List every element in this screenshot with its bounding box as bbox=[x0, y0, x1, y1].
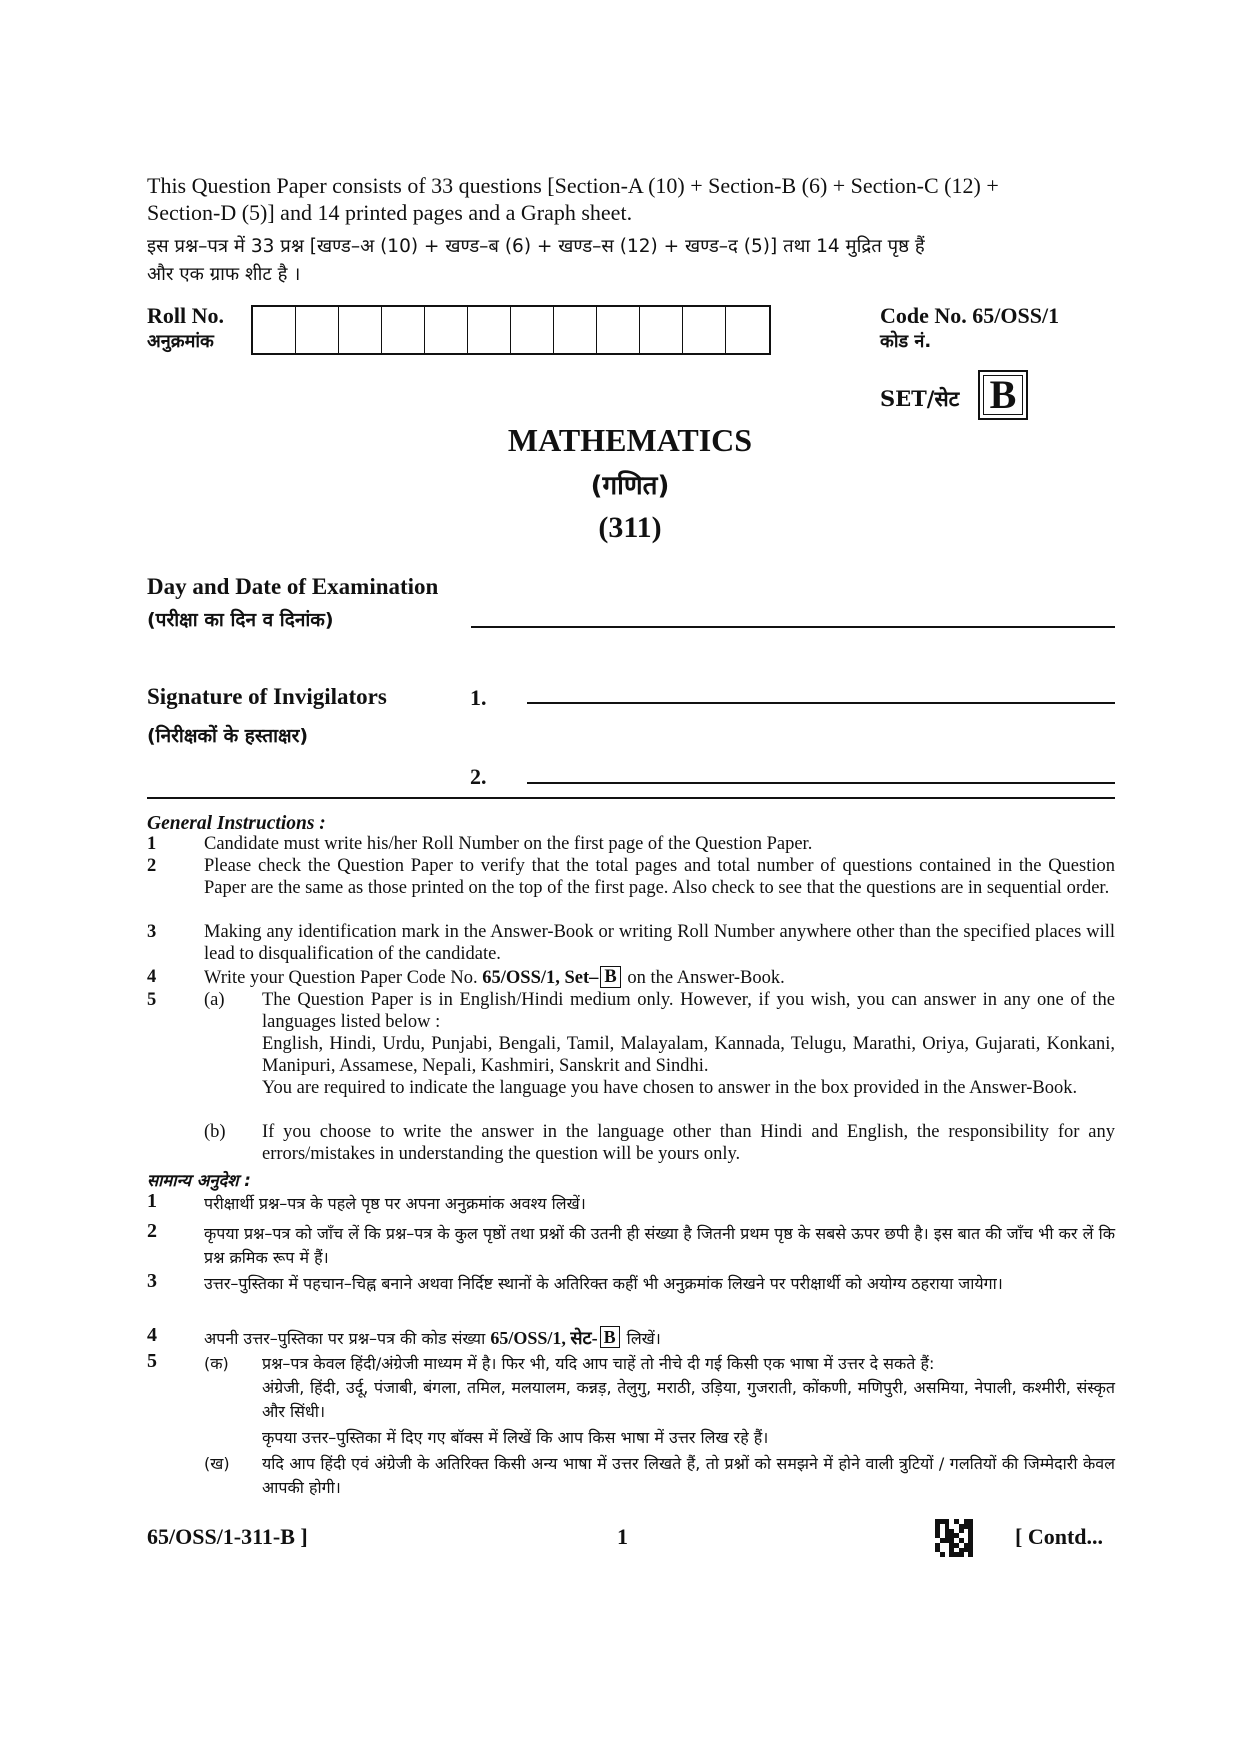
roll-label: Roll No. bbox=[147, 303, 224, 328]
roll-number-box[interactable] bbox=[554, 307, 597, 353]
invigilator-label: Signature of Invigilators bbox=[147, 684, 387, 709]
gi-text-2: Please check the Question Paper to verify that the total pages and total number of questions contained in the Question Paper are the same as those printed on the top of the first page. Also check to see that the questions are in sequential order. bbox=[204, 856, 1115, 898]
roll-number-box[interactable] bbox=[511, 307, 554, 353]
footer-code: 65/OSS/1-311-B ] bbox=[147, 1524, 308, 1549]
subject-code: (311) bbox=[598, 511, 662, 544]
gi-5a-text2: You are required to indicate the language you have chosen to answer in the box provided in the Answer-Book. bbox=[262, 1078, 1078, 1098]
gi-5b-text: If you choose to write the answer in the language other than Hindi and English, the responsibility for any errors/mistakes in understanding the question will be yours only. bbox=[262, 1122, 1115, 1164]
code-label: Code No. 65/OSS/1 bbox=[880, 303, 1060, 328]
exam-date-field[interactable] bbox=[471, 626, 1115, 628]
hi-5a-text2: कृपया उत्तर–पुस्तिका में दिए गए बॉक्स में लिखें कि आप किस भाषा में उत्तर लिख रहे हैं। bbox=[262, 1428, 769, 1447]
hindi-instructions-heading: सामान्य अनुदेश : bbox=[147, 1171, 251, 1190]
roll-number-box[interactable] bbox=[468, 307, 511, 353]
exam-date-label: Day and Date of Examination bbox=[147, 574, 439, 599]
roll-number-box[interactable] bbox=[425, 307, 468, 353]
hi-num-3: 3 bbox=[147, 1270, 157, 1292]
set-label: SET/सेट bbox=[880, 386, 960, 411]
hi-num-5: 5 bbox=[147, 1350, 157, 1372]
hi-5a-languages: अंग्रेजी, हिंदी, उर्दू, पंजाबी, बंगला, तमिल, मलयालम, कन्नड़, तेलुगु, मराठी, उड़िया, गुजराती, कोंकणी, मणिपुरी, असमिया, नेपाली, कश्मीरी, संस्कृत और सिंधी। bbox=[262, 1378, 1115, 1421]
gi-num-1: 1 bbox=[147, 834, 157, 854]
invigilator-label-hi: (निरीक्षकों के हस्ताक्षर) bbox=[147, 725, 309, 747]
header-en-line1: This Question Paper consists of 33 questions [Section-A (10) + Section-B (6) + Section-C (12) + bbox=[147, 173, 999, 198]
roll-number-box[interactable] bbox=[597, 307, 640, 353]
header-hi-line1: इस प्रश्न–पत्र में 33 प्रश्न [खण्ड–अ (10) + खण्ड–ब (6) + खण्ड–स (12) + खण्ड–द (5)] तथा 14 मुद्रित पृष्ठ हैं bbox=[147, 236, 925, 257]
general-instructions-heading: General Instructions : bbox=[147, 813, 326, 834]
gi-num-4: 4 bbox=[147, 967, 157, 987]
hi-text-3: उत्तर–पुस्तिका में पहचान–चिह्न बनाने अथवा निर्दिष्ट स्थानों के अतिरिक्त कहीं भी अनुक्रमांक लिखने पर परीक्षार्थी को अयोग्य ठहराया जायेगा। bbox=[204, 1274, 1003, 1293]
gi-5b-label: (b) bbox=[204, 1122, 226, 1142]
subject-title-hi: (गणित) bbox=[590, 471, 670, 501]
gi-num-5: 5 bbox=[147, 990, 157, 1010]
roll-label-hi: अनुक्रमांक bbox=[147, 331, 214, 352]
roll-number-box[interactable] bbox=[640, 307, 683, 353]
hi-text-4: अपनी उत्तर–पुस्तिका पर प्रश्न–पत्र की कोड संख्या 65/OSS/1, सेट- B लिखें। bbox=[204, 1327, 661, 1348]
gi-text-3: Making any identification mark in the Answer-Book or writing Roll Number anywhere other than the specified places will lead to disqualification of the candidate. bbox=[204, 922, 1115, 964]
exam-date-label-hi: (परीक्षा का दिन व दिनांक) bbox=[147, 609, 334, 631]
gi-text-1: Candidate must write his/her Roll Number on the first page of the Question Paper. bbox=[204, 834, 813, 854]
invigilator-2-number: 2. bbox=[470, 764, 487, 789]
code-label-hi: कोड नं. bbox=[880, 331, 932, 352]
hi-5b-label: (ख) bbox=[204, 1454, 230, 1473]
roll-number-box[interactable] bbox=[683, 307, 726, 353]
hi-5b-text: यदि आप हिंदी एवं अंग्रेजी के अतिरिक्त किसी अन्य भाषा में उत्तर लिखते हैं, तो प्रश्नों को समझने में होने वाली त्रुटियों / गलतियों की जिम्मेदारी केवल आपकी होगी। bbox=[262, 1454, 1115, 1497]
header-hi-line2: और एक ग्राफ शीट है । bbox=[147, 264, 301, 285]
gi-5a-text: The Question Paper is in English/Hindi medium only. However, if you wish, you can answer in any one of the languages listed below : bbox=[262, 990, 1115, 1032]
set-inline-box: B bbox=[600, 966, 620, 988]
gi-num-3: 3 bbox=[147, 922, 157, 942]
hi-text-1: परीक्षार्थी प्रश्न–पत्र के पहले पृष्ठ पर अपना अनुक्रमांक अवश्य लिखें। bbox=[204, 1194, 586, 1213]
contd-label: [ Contd... bbox=[1015, 1524, 1104, 1549]
roll-number-boxes[interactable] bbox=[251, 305, 771, 355]
roll-number-box[interactable] bbox=[726, 307, 769, 353]
hi-num-1: 1 bbox=[147, 1190, 157, 1212]
roll-number-box[interactable] bbox=[296, 307, 339, 353]
subject-title: MATHEMATICS bbox=[507, 422, 753, 458]
roll-number-box[interactable] bbox=[253, 307, 296, 353]
invigilator-1-field[interactable] bbox=[527, 702, 1115, 704]
invigilator-2-field[interactable] bbox=[527, 782, 1115, 784]
gi-num-2: 2 bbox=[147, 856, 157, 876]
gi-text-4: Write your Question Paper Code No. 65/OSS/1, Set– B on the Answer-Book. bbox=[204, 967, 785, 988]
gi-5a-label: (a) bbox=[204, 990, 225, 1010]
set-box: B bbox=[978, 370, 1028, 420]
hi-num-2: 2 bbox=[147, 1220, 157, 1242]
header-en-line2: Section-D (5)] and 14 printed pages and a Graph sheet. bbox=[147, 200, 633, 225]
hi-text-2: कृपया प्रश्न–पत्र को जाँच लें कि प्रश्न–पत्र के कुल पृष्ठों तथा प्रश्नों की उतनी ही संख्या है जितनी प्रथम पृष्ठ के सबसे ऊपर छपी है। इस बात की जाँच भी कर लें कि प्रश्न क्रमिक रूप में हैं। bbox=[204, 1224, 1115, 1267]
roll-number-box[interactable] bbox=[382, 307, 425, 353]
invigilator-1-number: 1. bbox=[470, 685, 487, 710]
qr-code-icon bbox=[935, 1519, 973, 1557]
hi-num-4: 4 bbox=[147, 1324, 157, 1346]
set-inline-box-hi: B bbox=[600, 1326, 620, 1348]
hi-5a-label: (क) bbox=[204, 1354, 229, 1373]
roll-number-box[interactable] bbox=[339, 307, 382, 353]
hi-5a-text: प्रश्न–पत्र केवल हिंदी/अंग्रेजी माध्यम में है। फिर भी, यदि आप चाहें तो नीचे दी गई किसी एक भाषा में उत्तर दे सकते हैं: bbox=[262, 1354, 935, 1373]
divider bbox=[147, 797, 1115, 799]
gi-5a-languages: English, Hindi, Urdu, Punjabi, Bengali, Tamil, Malayalam, Kannada, Telugu, Marathi, Oriya, Gujarati, Konkani, Manipuri, Assamese, Nepali, Kashmiri, Sanskrit and Sindhi. bbox=[262, 1034, 1115, 1076]
page-number: 1 bbox=[617, 1524, 628, 1549]
